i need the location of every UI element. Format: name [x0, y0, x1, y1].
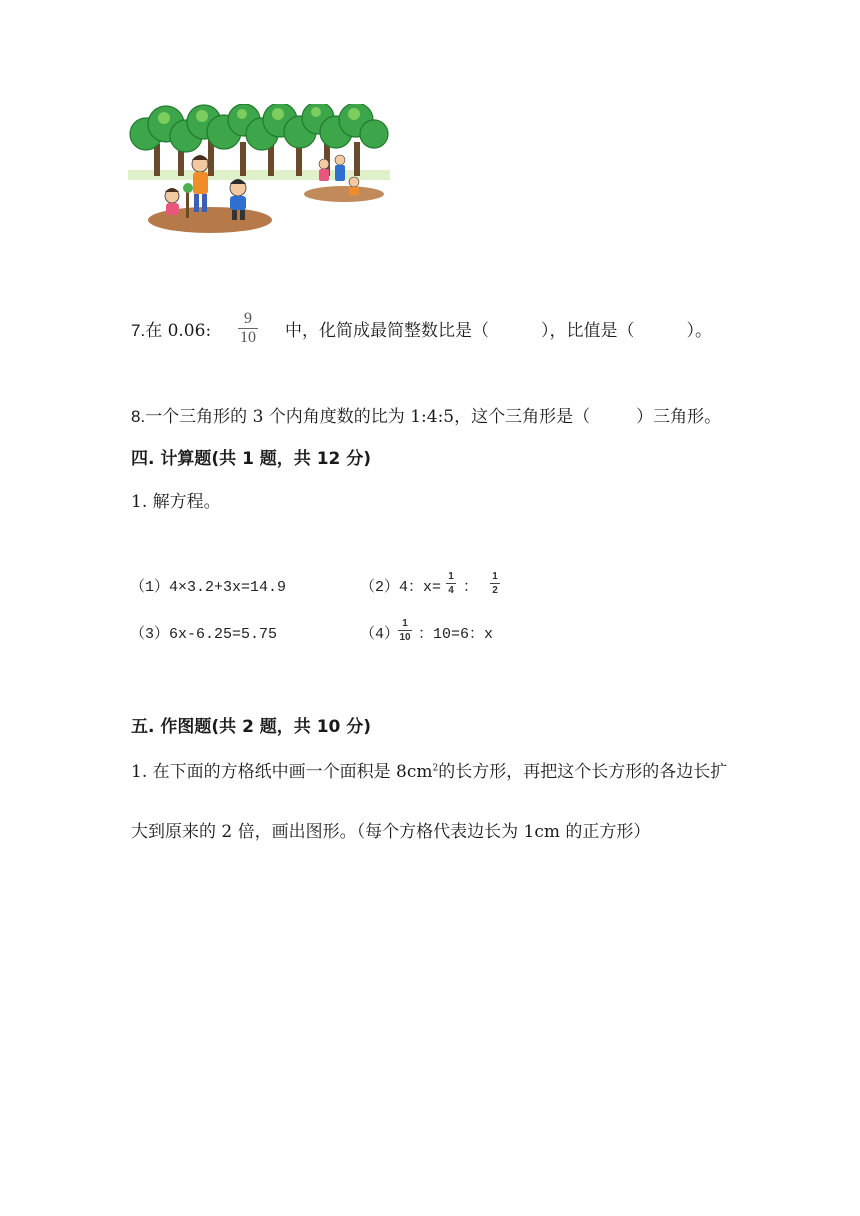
question-text: 1. 在下面的方格纸中画一个面积是 8cm — [131, 762, 433, 782]
question-text: 的长方形，再把这个长方形的各边长扩 — [438, 762, 728, 782]
equation-1: （1）4×3.2+3x=14.9 — [130, 579, 287, 596]
question-8 — [131, 402, 721, 427]
fraction — [238, 310, 258, 347]
child-figure — [349, 177, 359, 195]
question-text — [285, 316, 712, 341]
question-text-part: 中，化简成最简整数比是（ — [285, 321, 489, 341]
section-5-question-1-line-2: 大到原来的 2 倍，画出图形。（每个方格代表边长为 1cm 的正方形） — [131, 822, 651, 842]
equation-text: （2）4：x= — [360, 579, 442, 596]
superscript: 2 — [432, 763, 439, 774]
child-figure — [319, 159, 329, 181]
section-4-question-1: 1. 解方程。 — [131, 492, 221, 512]
equation-3: （3）6x-6.25=5.75 — [130, 626, 278, 643]
equation-text: ：10=6：x — [418, 626, 494, 643]
fraction-numerator: 1 — [492, 571, 498, 582]
fraction-numerator: 9 — [244, 310, 252, 327]
fraction-denominator: 10 — [240, 329, 256, 346]
child-figure — [165, 188, 179, 215]
question-number: 8. — [131, 407, 146, 426]
question-text-part: ）。 — [686, 321, 712, 341]
equation-text: ： — [463, 579, 479, 596]
equation-text: （4） — [360, 626, 400, 643]
section-4-heading: 四. 计算题(共 1 题，共 12 分) — [131, 449, 372, 469]
fraction — [398, 618, 412, 643]
equation-2 — [360, 575, 441, 596]
child-figure — [335, 155, 345, 181]
question-text: 一个三角形的 3 个内角度数的比为 1:4:5，这个三角形是（ — [145, 407, 591, 427]
fraction-denominator: 10 — [399, 632, 411, 643]
fraction-denominator: 4 — [448, 585, 454, 596]
tree-planting-illustration — [128, 104, 390, 236]
question-7 — [131, 316, 211, 341]
fraction-numerator: 1 — [402, 618, 408, 629]
section-5-question-1-line-1 — [131, 757, 727, 782]
soil-mound-right — [304, 186, 384, 202]
fraction-bar — [398, 630, 412, 631]
fraction-denominator: 2 — [492, 585, 498, 596]
fraction-numerator: 1 — [448, 571, 454, 582]
question-text: 在 0.06: — [145, 321, 212, 341]
question-text: ）三角形。 — [636, 407, 722, 427]
fraction-bar — [446, 583, 456, 584]
question-text-part: ），比值是（ — [541, 321, 635, 341]
section-5-heading: 五. 作图题(共 2 题，共 10 分) — [131, 717, 372, 737]
equation-4 — [360, 622, 399, 643]
child-figure — [192, 155, 208, 212]
fraction — [446, 571, 456, 596]
fraction — [490, 571, 500, 596]
question-number: 7. — [131, 321, 146, 340]
fraction-bar — [490, 583, 500, 584]
